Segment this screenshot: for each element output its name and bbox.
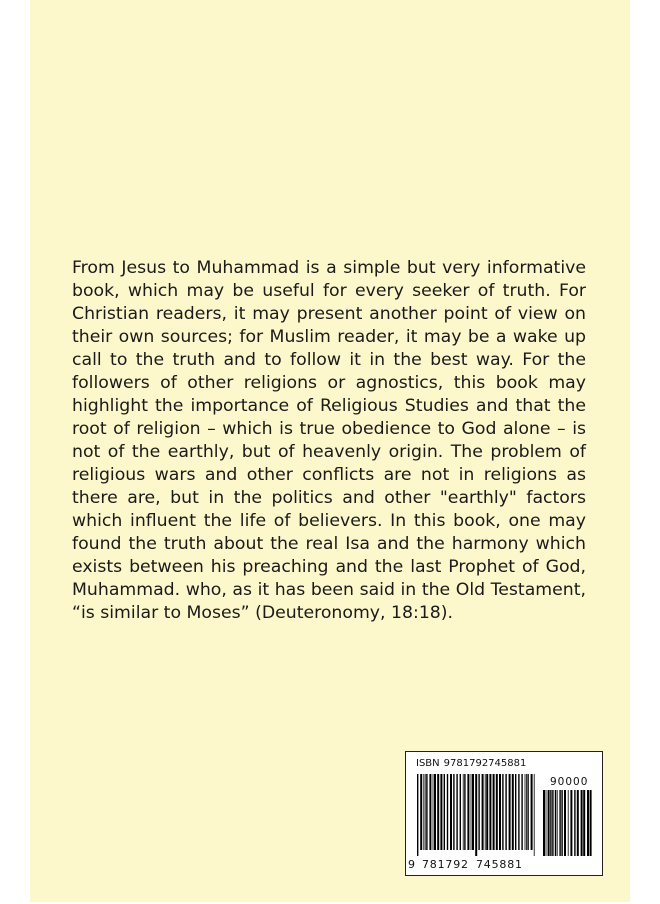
- barcode-bar: [581, 790, 583, 856]
- book-description: From Jesus to Muhammad is a simple but very informative book, which may be useful for every seeker of truth. For Christian readers, it may present another point of view on their own sources; for Muslim reader, it may be a wake up call to the truth and to follow it in the best way. For the followers of other religions or agnostics, this book may highlight the importance of Religious Studies and that the root of religion – which is true obedience to God alone – is not of the earthly, but of heavenly origin. The problem of religious wars and other conflicts are not in religions as there are, but in the politics and other "earthly" factors which influent the life of believers. In this book, one may found the truth about the real Isa and the harmony which exists between his preaching and the last Prophet of God, Muhammad. who, as it has been said in the Old Testament, “is similar to Moses” (Deuteronomy, 18:18).: [72, 258, 586, 623]
- barcode-bar: [489, 774, 491, 850]
- barcode-bar: [417, 774, 418, 856]
- barcode-bar: [525, 774, 526, 850]
- barcode-bar: [546, 790, 547, 856]
- barcode-bar: [440, 774, 442, 850]
- barcode-bar: [463, 774, 464, 850]
- barcode-bar: [552, 790, 553, 856]
- addon-barcode: [542, 790, 592, 856]
- isbn-barcode-label: [405, 751, 603, 876]
- price-addon-code: 90000: [550, 776, 589, 788]
- barcode-bar: [505, 774, 506, 850]
- barcode-bar: [527, 774, 528, 850]
- barcode-bar: [515, 774, 516, 850]
- barcode-bar: [534, 774, 535, 856]
- barcode-bar: [478, 774, 479, 850]
- isbn-prefix: ISBN: [416, 758, 440, 769]
- barcode-bar: [429, 774, 431, 850]
- ean13-barcode: [416, 774, 536, 856]
- isbn-text: [416, 758, 526, 769]
- barcode-bar: [456, 774, 457, 850]
- barcode-bar: [518, 774, 519, 850]
- barcode-bar: [485, 774, 486, 850]
- barcode-bar: [587, 790, 589, 856]
- barcode-bar: [543, 790, 545, 856]
- barcode-bar: [574, 790, 575, 856]
- barcode-bar: [564, 790, 566, 856]
- barcode-right-digits: 745881: [476, 858, 523, 871]
- barcode-bar: [583, 790, 585, 856]
- barcode-bar: [486, 774, 488, 850]
- barcode-bar: [464, 774, 465, 850]
- barcode-bar: [526, 774, 527, 850]
- barcode-bar: [471, 774, 472, 850]
- barcode-bar: [433, 774, 434, 850]
- barcode-bar: [509, 774, 511, 850]
- barcode-bar: [467, 774, 469, 850]
- barcode-bar: [475, 774, 477, 856]
- barcode-bar: [460, 774, 461, 850]
- barcode-bar: [434, 774, 436, 850]
- barcode-bar: [590, 790, 592, 856]
- barcode-bar: [502, 774, 503, 850]
- barcode-bar: [512, 774, 514, 850]
- barcode-bar: [568, 790, 569, 856]
- barcode-bar: [557, 790, 558, 856]
- barcode-bar: [437, 774, 439, 850]
- barcode-bar: [425, 774, 426, 850]
- barcode-first-digit: 9: [408, 858, 415, 871]
- barcode-bar: [521, 774, 522, 850]
- barcode-bar: [423, 774, 424, 850]
- barcode-bar: [559, 790, 560, 856]
- barcode-bar: [561, 790, 562, 856]
- barcode-bar: [420, 774, 422, 850]
- isbn-number: 9781792745881: [443, 758, 527, 769]
- barcode-bar: [447, 774, 448, 850]
- barcode-bar: [577, 790, 579, 856]
- barcode-bar: [450, 774, 452, 850]
- barcode-bar: [426, 774, 427, 850]
- barcode-bar: [496, 774, 498, 850]
- barcode-bar: [444, 774, 445, 850]
- barcode-bar: [570, 790, 572, 856]
- barcode-bar: [550, 790, 551, 856]
- barcode-bar: [493, 774, 495, 850]
- barcode-bar: [531, 774, 533, 850]
- barcode-left-digits: 781792: [422, 858, 469, 871]
- barcode-bar: [482, 774, 484, 850]
- barcode-bar: [548, 790, 550, 856]
- barcode-bar: [453, 774, 454, 850]
- barcode-bar: [499, 774, 501, 850]
- barcode-bar: [555, 790, 556, 856]
- barcode-bar: [472, 774, 474, 850]
